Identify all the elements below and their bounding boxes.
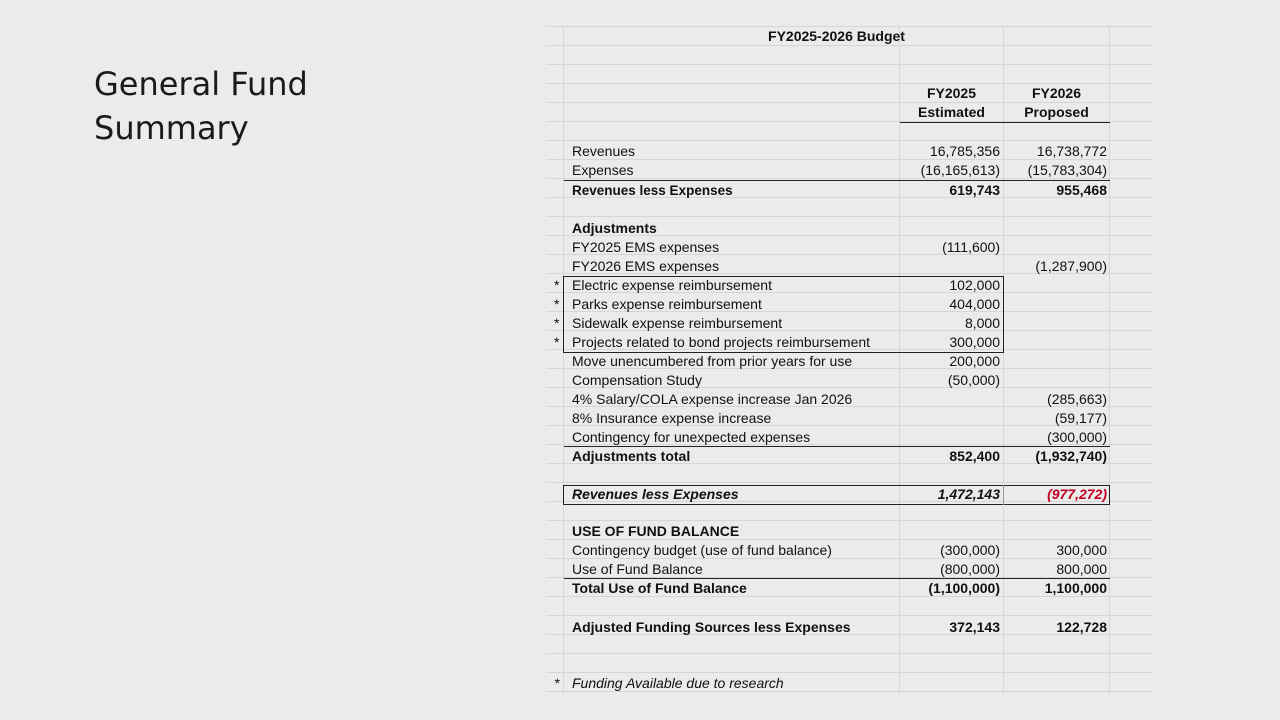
table-row-expenses: [546, 161, 1152, 180]
footnote-asterisk: *: [554, 315, 560, 331]
table-row-adjustments-heading: [546, 219, 1152, 238]
table-row-electric-reimbursement: [546, 276, 1152, 295]
footnote-asterisk: *: [554, 334, 560, 350]
row-label: Adjusted Funding Sources less Expenses: [572, 619, 851, 635]
column-header-fy2026: [1004, 84, 1109, 122]
table-row-move-unencumbered: [546, 352, 1152, 371]
row-label: FY2025 EMS expenses: [572, 239, 720, 255]
table-row-adjustments-total: [546, 447, 1152, 466]
footnote-asterisk: *: [554, 675, 560, 691]
row-label: Move unencumbered from prior years for use: [572, 353, 853, 369]
table-row-compensation-study: [546, 371, 1152, 390]
footnote-asterisk: *: [554, 296, 560, 312]
slide-title-line-1: General Fund: [94, 65, 308, 103]
fy2026-value: 300,000: [1056, 542, 1107, 558]
sheet-title: FY2025-2026 Budget: [768, 28, 905, 44]
fy2025-value: 102,000: [949, 277, 1000, 293]
table-row-parks-reimbursement: [546, 295, 1152, 314]
row-label: FY2026 EMS expenses: [572, 258, 720, 274]
table-row-fy2025-ems: [546, 238, 1152, 257]
fy2026-value: (15,783,304): [1027, 162, 1107, 178]
fy2025-value: (16,165,613): [920, 162, 1000, 178]
section-heading: USE OF FUND BALANCE: [572, 523, 740, 539]
fy2026-value: (285,663): [1047, 391, 1107, 407]
row-label: Revenues less Expenses: [572, 486, 739, 502]
footnote-text: Funding Available due to research: [572, 675, 784, 691]
fy2025-value: (1,100,000): [928, 580, 1000, 596]
fy2025-value: (111,600): [942, 239, 1000, 255]
fy2026-value: (59,177): [1054, 410, 1107, 426]
table-row-bond-projects-reimbursement: [546, 333, 1152, 352]
row-label: Total Use of Fund Balance: [572, 580, 747, 596]
table-row-revenues: [546, 142, 1152, 161]
table-row-adjusted-funding: [546, 618, 1152, 637]
table-row-revenues-less-expenses-adjusted: [546, 485, 1152, 504]
fy2026-value: 16,738,772: [1036, 143, 1107, 159]
header-underline: [900, 122, 1110, 123]
footnote-asterisk: *: [554, 277, 560, 293]
slide-title: [94, 62, 308, 150]
section-heading: Adjustments: [572, 220, 657, 236]
fy2025-value: (300,000): [940, 542, 1000, 558]
table-row-use-of-fund-balance-heading: [546, 522, 1152, 541]
table-row-sidewalk-reimbursement: [546, 314, 1152, 333]
table-row-contingency-unexpected: [546, 428, 1152, 447]
column-header-fy2025: [900, 84, 1003, 122]
fy2026-value: (1,932,740): [1035, 448, 1107, 464]
fy2025-value: (50,000): [947, 372, 1000, 388]
row-label: Contingency budget (use of fund balance): [572, 542, 832, 558]
row-label: 4% Salary/COLA expense increase Jan 2026: [572, 391, 853, 407]
fy2025-value: 300,000: [949, 334, 1000, 350]
fy2026-value: 800,000: [1056, 561, 1107, 577]
fy2026-value: 1,100,000: [1044, 580, 1107, 596]
table-row-fy2026-ems: [546, 257, 1152, 276]
column-header-fy2025-year: FY2025: [926, 85, 977, 101]
fy2025-value: (800,000): [940, 561, 1000, 577]
fy2025-value: 1,472,143: [937, 486, 1000, 502]
fy2025-value: 200,000: [949, 353, 1000, 369]
slide-title-line-2: Summary: [94, 109, 249, 147]
fy2026-value: (977,272): [1047, 486, 1107, 502]
budget-spreadsheet: [546, 26, 1152, 694]
column-header-fy2026-year: FY2026: [1031, 85, 1082, 101]
row-label: Revenues less Expenses: [572, 183, 733, 198]
row-label: Sidewalk expense reimbursement: [572, 315, 783, 331]
fy2025-value: 8,000: [964, 315, 1000, 331]
fy2025-value: 404,000: [949, 296, 1000, 312]
row-label: 8% Insurance expense increase: [572, 410, 772, 426]
row-label: Contingency for unexpected expenses: [572, 429, 811, 445]
row-label: Projects related to bond projects reimbursement: [572, 334, 871, 350]
table-row-revenues-less-expenses: [546, 181, 1152, 200]
footnote-row: [546, 674, 1152, 693]
row-label: Adjustments total: [572, 448, 691, 464]
row-label: Compensation Study: [572, 372, 702, 388]
fy2026-value: (1,287,900): [1035, 258, 1107, 274]
fy2026-value: 122,728: [1056, 619, 1107, 635]
fy2025-value: 16,785,356: [929, 143, 1000, 159]
table-row-contingency-budget: [546, 541, 1152, 560]
row-label: Expenses: [572, 162, 634, 178]
fy2025-value: 619,743: [949, 182, 1000, 198]
column-header-fy2026-type: Proposed: [1024, 104, 1089, 120]
table-row-use-of-fund-balance: [546, 560, 1152, 579]
table-row-insurance-increase: [546, 409, 1152, 428]
table-row-salary-cola: [546, 390, 1152, 409]
fy2026-value: (300,000): [1047, 429, 1107, 445]
table-row-total-use-of-fund-balance: [546, 579, 1152, 598]
row-label: Revenues: [572, 143, 636, 159]
fy2026-value: 955,468: [1056, 182, 1107, 198]
row-label: Parks expense reimbursement: [572, 296, 762, 312]
fy2025-value: 852,400: [949, 448, 1000, 464]
column-header-fy2025-type: Estimated: [918, 104, 985, 120]
fy2025-value: 372,143: [949, 619, 1000, 635]
row-label: Use of Fund Balance: [572, 561, 703, 577]
row-label: Electric expense reimbursement: [572, 277, 772, 293]
